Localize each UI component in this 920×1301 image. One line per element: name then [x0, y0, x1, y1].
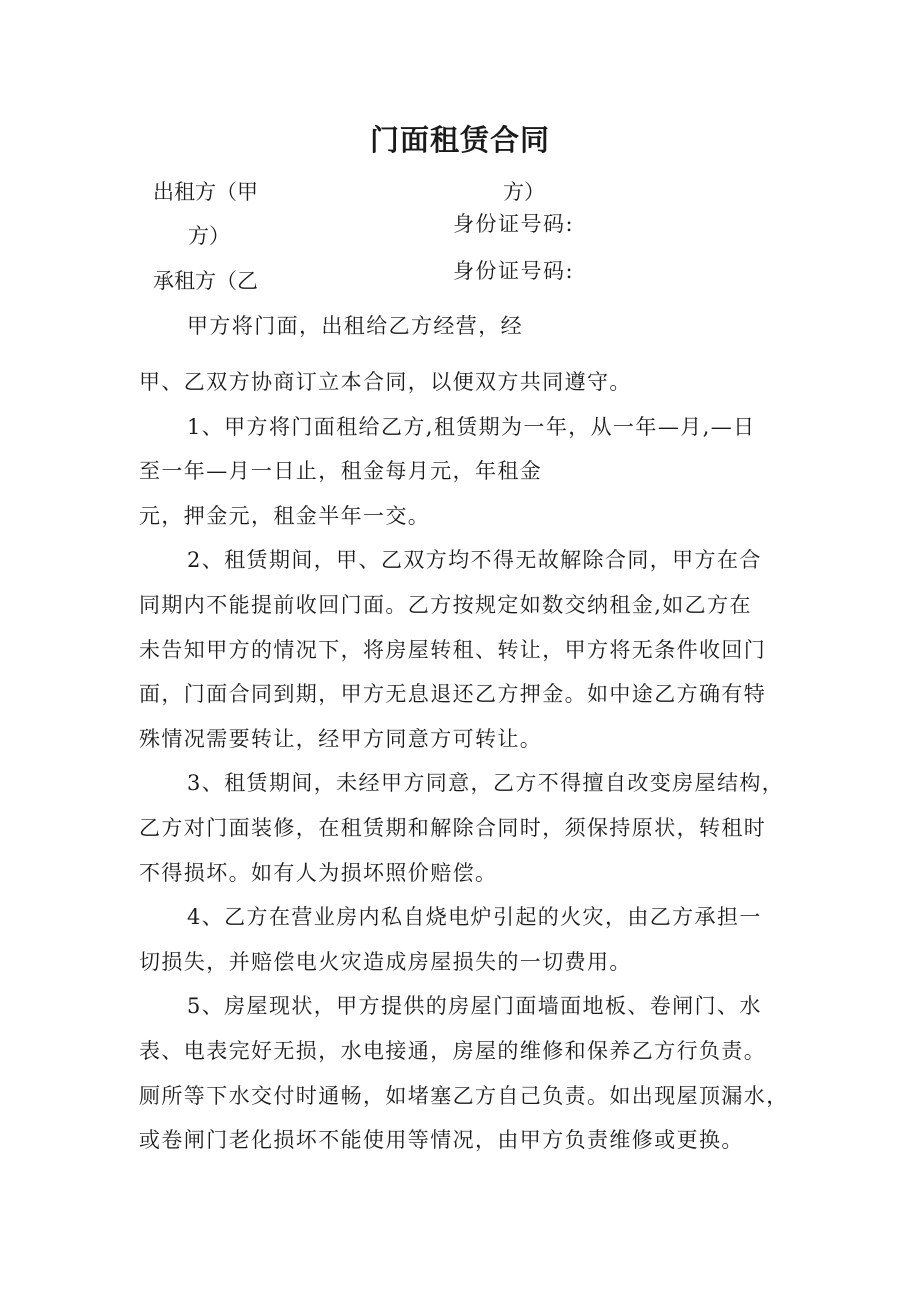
- clause-4-line-1: 4、乙方在营业房内私自烧电炉引起的火灾，由乙方承担一: [187, 905, 762, 930]
- clause-5-line-2: 表、电表完好无损，水电接通，房屋的维修和保养乙方行负责。: [139, 1038, 767, 1063]
- clause-2-line-2: 同期内不能提前收回门面。乙方按规定如数交纳租金,如乙方在: [139, 592, 752, 617]
- clause-4-line-2: 切损失，并赔偿电火灾造成房屋损失的一切费用。: [139, 949, 632, 974]
- clause-5-line-3: 厕所等下水交付时通畅，如堵塞乙方自己负责。如出现屋顶漏水，: [139, 1083, 789, 1108]
- document-title: 门面租赁合同: [369, 123, 550, 157]
- clause-3-line-1: 3、租赁期间，未经甲方同意，乙方不得擅自改变房屋结构，: [187, 771, 785, 796]
- lessor-id-label: 身份证号码:: [453, 212, 575, 236]
- clause-2-line-3: 未告知甲方的情况下，将房屋转租、转让，甲方将无条件收回门: [139, 637, 767, 662]
- clause-5-line-4: 或卷闸门老化损坏不能使用等情况，由甲方负责维修或更换。: [139, 1128, 744, 1153]
- lessor-label-cont: 方）: [503, 180, 545, 204]
- intro-line-2: 甲、乙双方协商订立本合同，以便双方共同遵守。: [139, 370, 632, 394]
- clause-3-line-2: 乙方对门面装修，在租赁期和解除合同时，须保持原状，转租时: [139, 815, 767, 840]
- clause-1-line-1: 1、甲方将门面租给乙方,租赁期为一年，从一年—月,—日: [187, 414, 756, 439]
- clause-2-line-1: 2、租赁期间，甲、乙双方均不得无故解除合同，甲方在合: [187, 548, 762, 573]
- clause-1-line-3: 元，押金元，租金半年一交。: [139, 503, 431, 528]
- lessee-id-label: 身份证号码:: [453, 259, 575, 283]
- lessor-label: 出租方（甲: [153, 180, 258, 204]
- clause-5-line-1: 5、房屋现状，甲方提供的房屋门面墙面地板、卷闸门、水: [187, 994, 762, 1019]
- contract-body: [139, 360, 789, 1163]
- clause-3-line-3: 不得损坏。如有人为损坏照价赔偿。: [139, 860, 498, 885]
- lessee-label: 承租方（乙: [153, 269, 258, 293]
- lessee-label-cont: 方）: [188, 224, 230, 248]
- intro-line-1: 甲方将门面，出租给乙方经营，经: [187, 314, 523, 338]
- clause-2-line-5: 殊情况需要转让，经甲方同意方可转让。: [139, 726, 543, 751]
- clause-1-line-2: 至一年—月一日止，租金每月元，年租金: [139, 459, 543, 484]
- clause-2-line-4: 面，门面合同到期，甲方无息退还乙方押金。如中途乙方确有特: [139, 682, 767, 707]
